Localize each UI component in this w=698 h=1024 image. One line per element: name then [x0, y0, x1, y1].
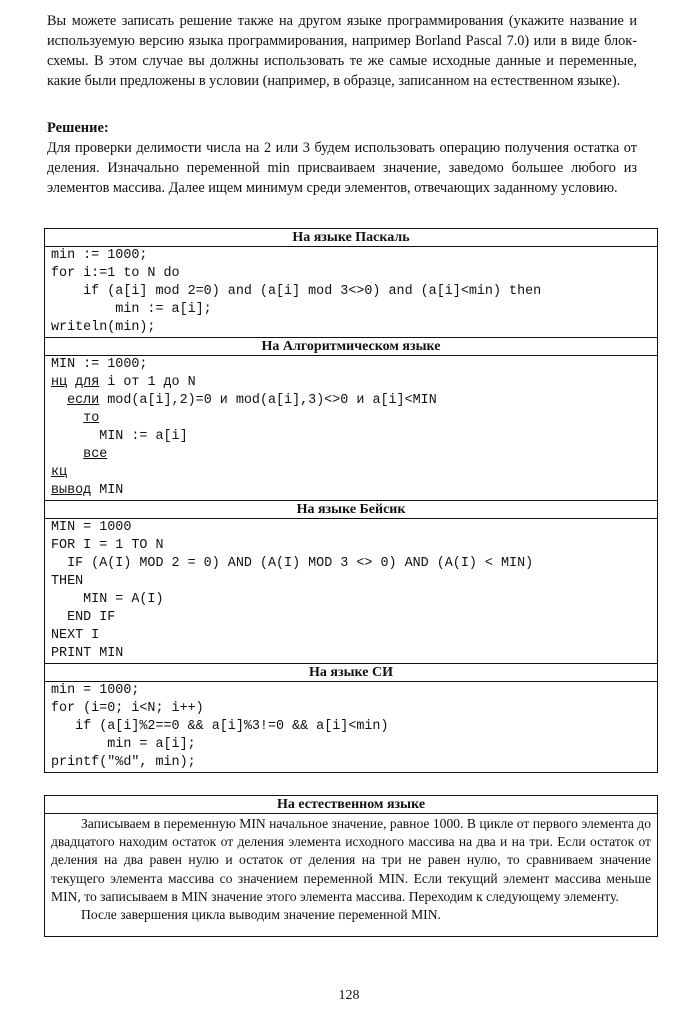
- keyword: все: [83, 447, 108, 462]
- c-heading: На языке СИ: [45, 663, 657, 682]
- code-line: FOR I = 1 TO N: [51, 538, 164, 553]
- page-number: 128: [338, 988, 360, 1003]
- code-line: min = a[i];: [51, 737, 196, 752]
- code-line: [45, 446, 657, 464]
- code-line: printf("%d", min);: [51, 755, 196, 770]
- solution-heading: Решение:: [47, 120, 109, 136]
- natural-language-box: [44, 795, 658, 937]
- pascal-code: [45, 247, 657, 337]
- code-text: mod(a[i],2)=0 и mod(a[i],3)<>0 и a[i]<MIN: [99, 393, 437, 408]
- code-line: MIN = 1000: [51, 520, 132, 535]
- code-line: IF (A(I) MOD 2 = 0) AND (A(I) MOD 3 <> 0) AND (A(I) < MIN): [51, 556, 534, 571]
- basic-code: [45, 519, 657, 663]
- keyword: для: [75, 375, 100, 390]
- keyword: то: [83, 411, 100, 426]
- code-line: [45, 428, 657, 446]
- keyword: кц: [51, 465, 68, 480]
- code-line: THEN: [51, 574, 84, 589]
- keyword: вывод: [51, 483, 92, 498]
- code-line: for i:=1 to N do: [51, 266, 180, 281]
- natural-text: [45, 814, 657, 924]
- code-line: [45, 410, 657, 428]
- code-line: if (a[i] mod 2=0) and (a[i] mod 3<>0) and (a[i]<min) then: [51, 284, 542, 299]
- code-line: [45, 392, 657, 410]
- code-line: min = 1000;: [51, 683, 140, 698]
- algo-heading: На Алгоритмическом языке: [45, 337, 657, 356]
- code-text: i от 1 до N: [99, 375, 196, 390]
- code-line: [45, 464, 657, 482]
- pascal-heading: На языке Паскаль: [45, 229, 657, 247]
- code-line: NEXT I: [51, 628, 100, 643]
- code-line: MIN := 1000;: [51, 357, 148, 372]
- code-line: [45, 374, 657, 392]
- code-text: MIN: [91, 483, 124, 498]
- keyword: нц: [51, 375, 68, 390]
- code-line: END IF: [51, 610, 116, 625]
- code-line: min := a[i];: [51, 302, 212, 317]
- algo-code: [45, 356, 657, 500]
- intro-paragraph: Вы можете записать решение также на другом языке программирования (укажите название и используемую версию языка программирования, например Borland Pascal 7.0) или в виде блок-схемы. В этом случае вы должны использовать те же самые исходные данные и переменные, какие были предложены в условии (например, в образце, записанном на естественном языке).: [47, 13, 637, 89]
- natural-paragraph: Записываем в переменную MIN начальное значение, равное 1000. В цикле от первого элемента до двадцатого находим остаток от деления элемента исходного массива на два и на три. Если остаток от деления на два равен нулю и остаток от деления на три не равен нулю, то сравниваем значение текущего элемента массива со значением переменной MIN. Если текущий элемент массива меньше MIN, то записываем в MIN значение этого элемента массива. Переходим к следующему элементу.: [51, 816, 651, 904]
- code-line: for (i=0; i<N; i++): [51, 701, 204, 716]
- code-line: if (a[i]%2==0 && a[i]%3!=0 && a[i]<min): [51, 719, 389, 734]
- code-line: min := 1000;: [51, 248, 148, 263]
- natural-heading: На естественном языке: [45, 796, 657, 814]
- code-line: writeln(min);: [51, 320, 156, 335]
- natural-paragraph: После завершения цикла выводим значение переменной MIN.: [81, 907, 441, 923]
- basic-heading: На языке Бейсик: [45, 500, 657, 519]
- c-code: [45, 682, 657, 772]
- solution-text: Для проверки делимости числа на 2 или 3 будем использовать операцию получения остатка от деления. Изначально переменной min присваиваем значение, заведомо большее любого из элементов массива. Далее ищем минимум среди элементов, отвечающих заданному условию.: [47, 140, 637, 196]
- code-table: [44, 228, 658, 773]
- code-line: MIN = A(I): [51, 592, 164, 607]
- code-line: PRINT MIN: [51, 646, 124, 661]
- code-line: [45, 482, 657, 500]
- keyword: если: [67, 393, 100, 408]
- code-text: MIN := a[i]: [99, 429, 188, 444]
